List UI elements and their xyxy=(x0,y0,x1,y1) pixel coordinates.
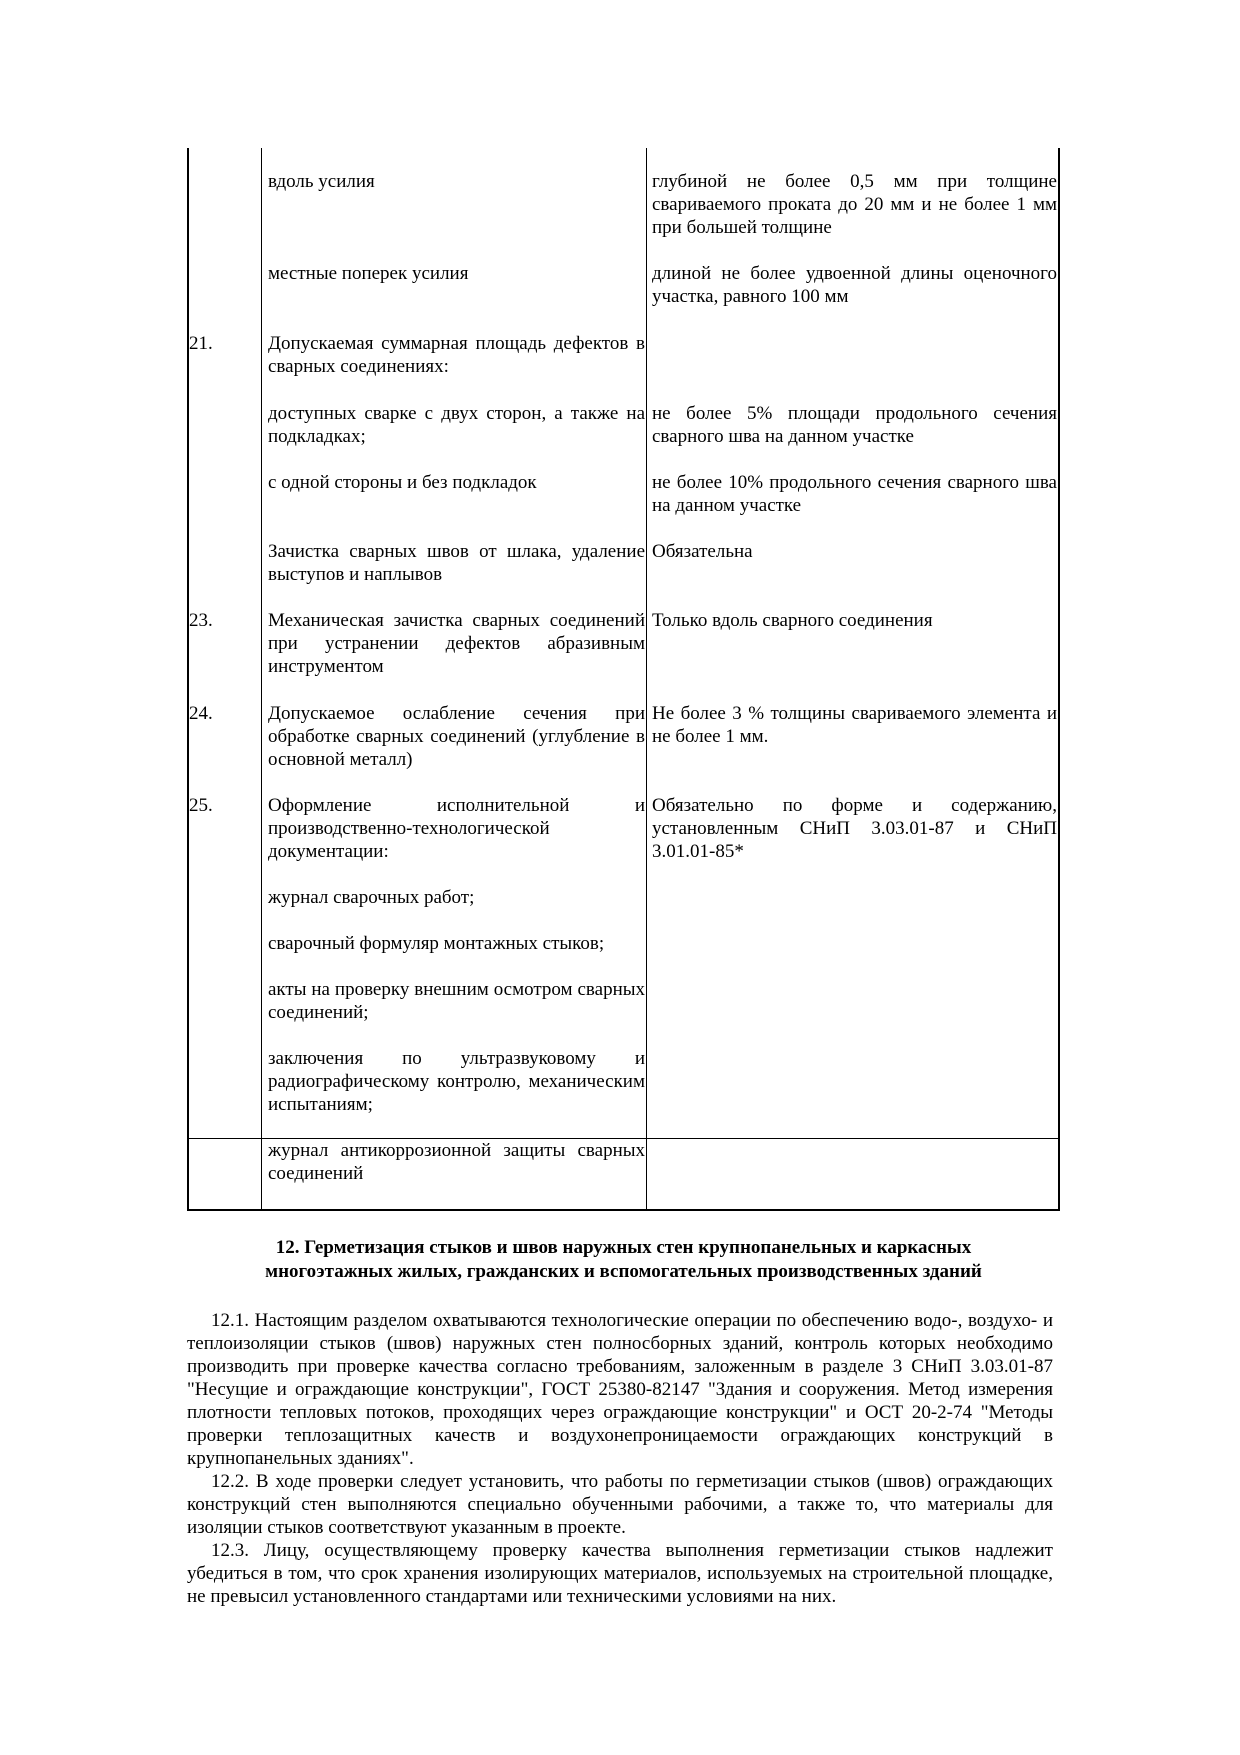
table-row-7-right: Не более 3 % толщины свариваемого элемента и не более 1 мм. xyxy=(652,703,1057,747)
table-row-10-left: сварочный формуляр монтажных стыков; xyxy=(268,933,605,954)
paragraph-12-1: 12.1. Настоящим разделом охватываются технологические операции по обеспечению водо-, воздухо- и теплоизоляции стыков (швов) наружных стен полносборных зданий, контроль которых необходимо производить при проверке качества согласно требованиям, заложенным в разделе 3 СНиП 3.03.01-87 "Несущие и ограждающие конструкции", ГОСТ 25380-82147 "Здания и сооружения. Метод измерения плотности тепловых потоков, проходящих через ограждающие конструкции" и ОСТ 20-2-74 "Методы проверки теплозащитных качеств и воздухонепроницаемости ограждающих конструкций в крупнопанельных зданиях". xyxy=(187,1310,1053,1469)
table-column-divider xyxy=(646,148,647,1209)
table-row-8-right: Обязательно по форме и содержанию, установленным СНиП 3.03.01-87 и СНиП 3.01.01-85* xyxy=(652,795,1057,862)
section-heading xyxy=(187,1236,1060,1284)
table-row-7-left: Допускаемое ослабление сечения при обработке сварных соединений (углубление в основной металл) xyxy=(268,703,645,770)
section-heading-line: многоэтажных жилых, гражданских и вспомогательных производственных зданий xyxy=(265,1261,982,1282)
paragraph-12-2: 12.2. В ходе проверки следует установить, что работы по герметизации стыков (швов) ограждающих конструкций стен выполняются специально обученными рабочими, а также то, что материалы для изоляции стыков соответствуют указанным в проекте. xyxy=(187,1471,1053,1538)
table-row-11-left: акты на проверку внешним осмотром сварных соединений; xyxy=(268,979,645,1023)
table-row-1-right: длиной не более удвоенной длины оценочного участка, равного 100 мм xyxy=(652,263,1057,307)
table-row-0-right: глубиной не более 0,5 мм при толщине свариваемого проката до 20 мм и не более 1 мм при большей толщине xyxy=(652,171,1057,238)
table-row-3-right: не более 5% площади продольного сечения сварного шва на данном участке xyxy=(652,403,1057,447)
table-row-6-left: Механическая зачистка сварных соединений при устранении дефектов абразивным инструментом xyxy=(268,610,645,677)
table-row-4-left: с одной стороны и без подкладок xyxy=(268,472,537,493)
table-row-13-left: журнал антикоррозионной защиты сварных соединений xyxy=(268,1140,645,1184)
table-column-divider xyxy=(261,148,262,1209)
table-row-3-left: доступных сварке с двух сторон, а также на подкладках; xyxy=(268,403,645,447)
table-row-8-left: Оформление исполнительной и производственно-технологической документации: xyxy=(268,795,645,862)
table-row-2-number: 21. xyxy=(189,333,213,354)
table-row-8-number: 25. xyxy=(189,795,213,816)
section-heading-line: 12. Герметизация стыков и швов наружных стен крупнопанельных и каркасных xyxy=(275,1237,972,1258)
paragraph-12-3: 12.3. Лицу, осуществляющему проверку качества выполнения герметизации стыков надлежит убедиться в том, что срок хранения изолирующих материалов, используемых на строительной площадке, не превысил установленного стандартами или техническими условиями на них. xyxy=(187,1540,1053,1607)
table-row-4-right: не более 10% продольного сечения сварного шва на данном участке xyxy=(652,472,1057,516)
table-row-12-left: заключения по ультразвуковому и радиографическому контролю, механическим испытаниям; xyxy=(268,1048,645,1115)
table-row-0-left: вдоль усилия xyxy=(268,171,375,192)
table-row-2-left: Допускаемая суммарная площадь дефектов в сварных соединениях: xyxy=(268,333,645,377)
table-row-9-left: журнал сварочных работ; xyxy=(268,887,475,908)
table-row-6-right: Только вдоль сварного соединения xyxy=(652,610,933,631)
table-row-5-right: Обязательна xyxy=(652,541,753,562)
table-row-1-left: местные поперек усилия xyxy=(268,263,469,284)
requirements-table xyxy=(187,148,1060,1211)
table-row-7-number: 24. xyxy=(189,703,213,724)
table-row-6-number: 23. xyxy=(189,610,213,631)
table-row-5-left: Зачистка сварных швов от шлака, удаление выступов и наплывов xyxy=(268,541,645,585)
